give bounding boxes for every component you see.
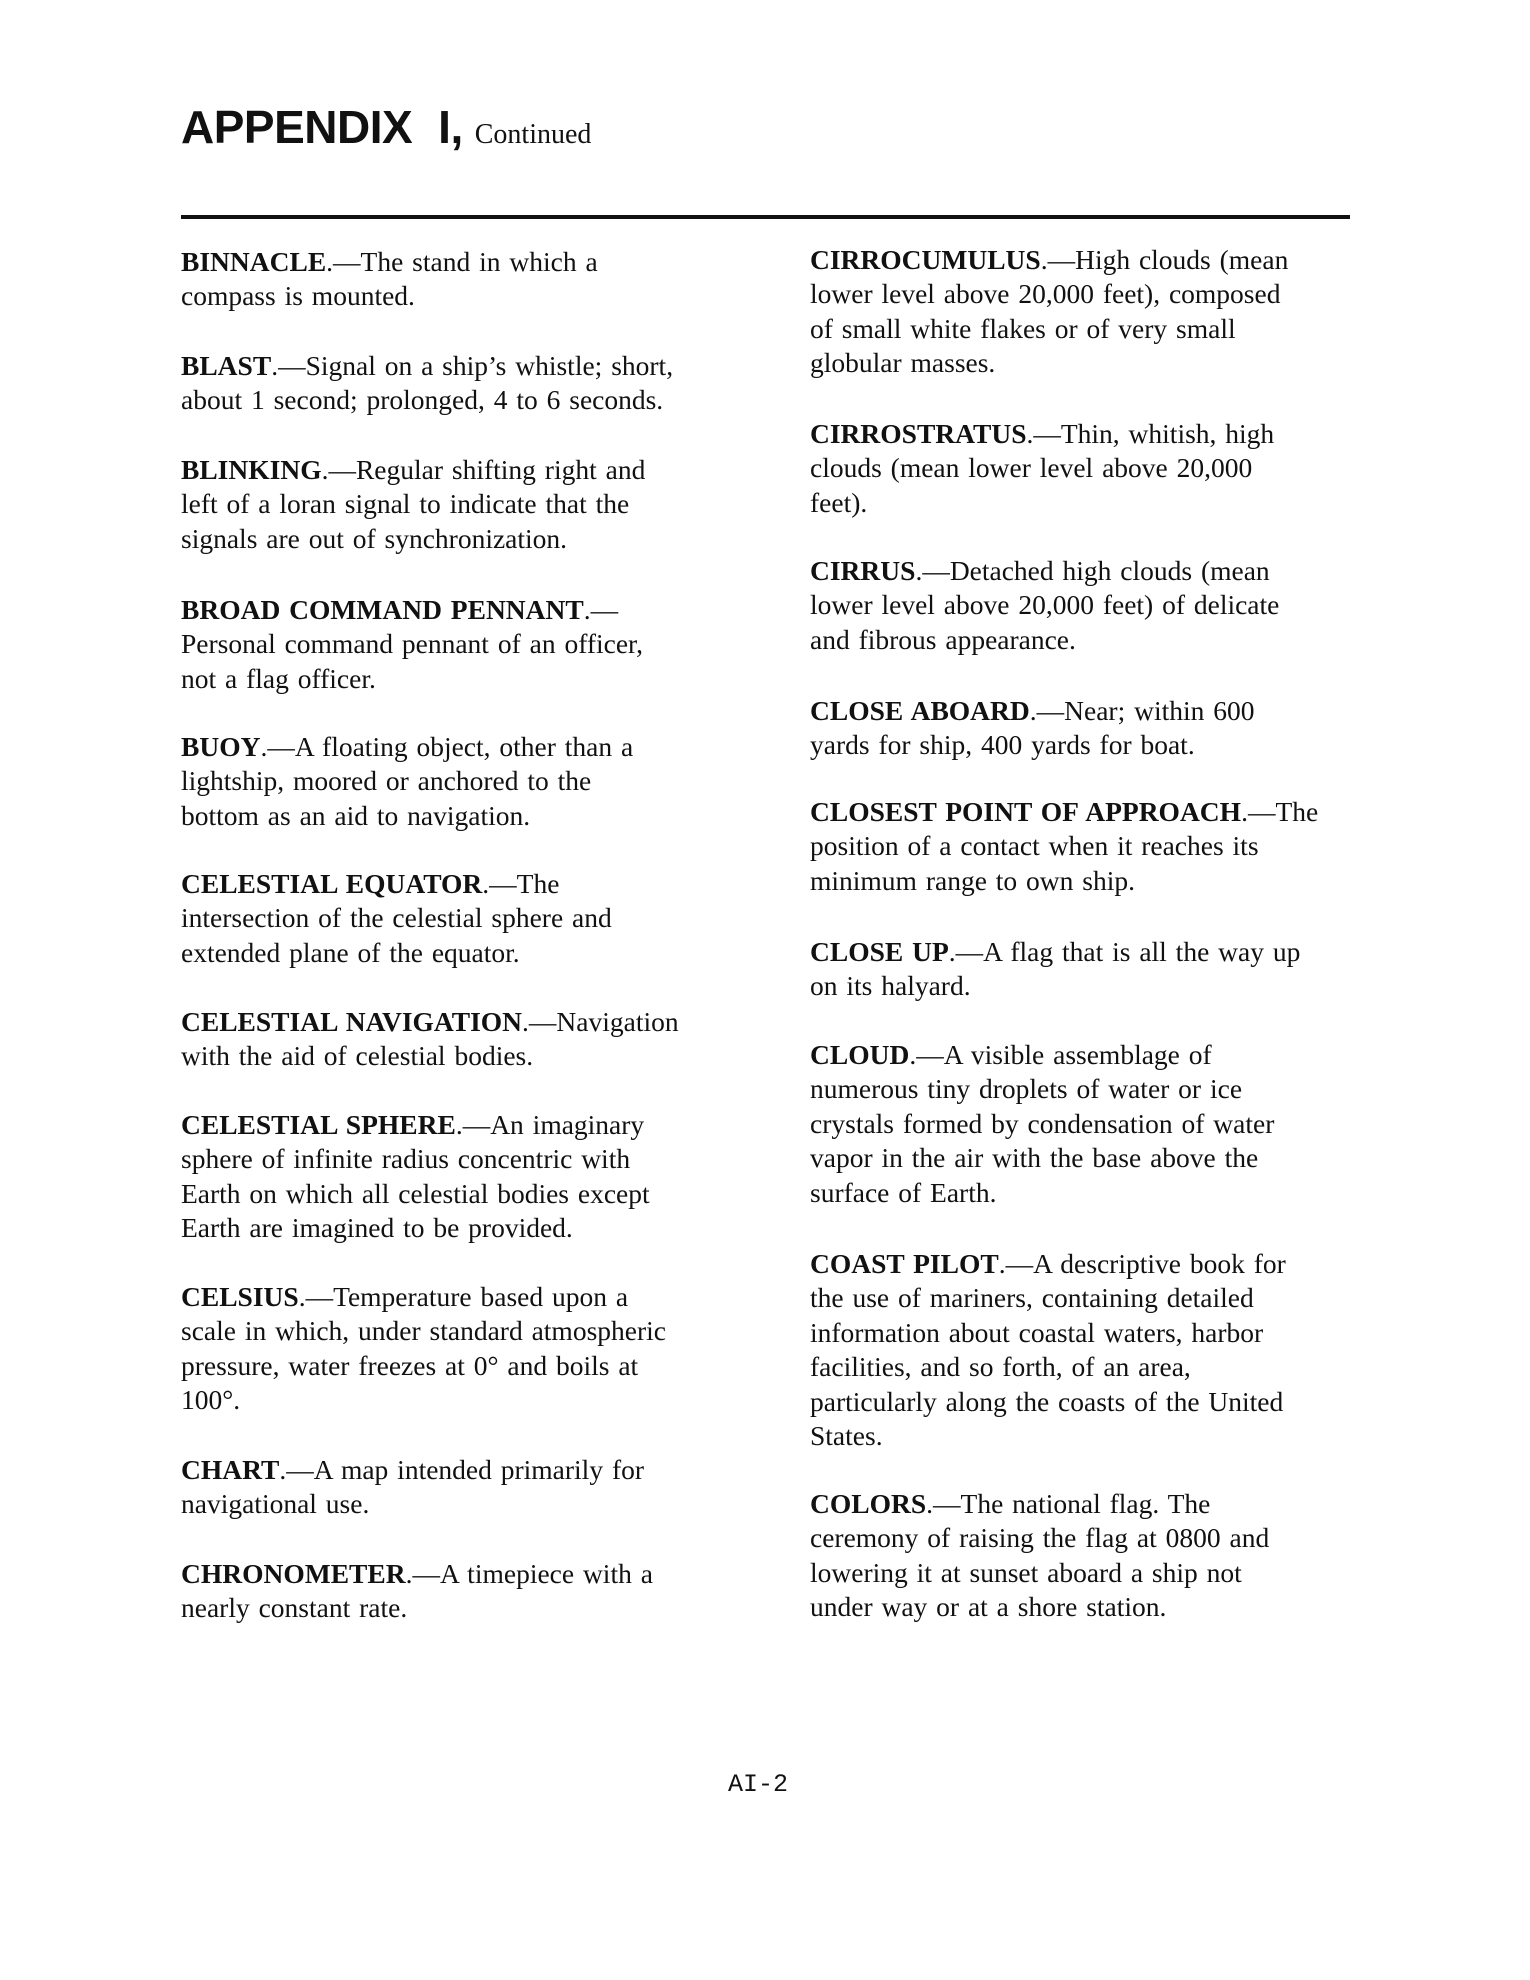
definition-text: ceremony of raising the flag at 0800 and — [810, 1522, 1270, 1554]
page-header — [181, 100, 591, 154]
definition-text: intersection of the celestial sphere and — [181, 902, 612, 934]
definition-text: lower level above 20,000 feet) of delicate — [810, 589, 1280, 621]
definition-text: .—High clouds (mean — [1040, 244, 1289, 275]
glossary-term: COAST PILOT — [810, 1248, 999, 1279]
glossary-term: CHRONOMETER — [181, 1558, 406, 1589]
definition-text: .—The — [1241, 796, 1319, 827]
glossary-entry — [810, 795, 1318, 898]
definition-line — [181, 1280, 666, 1314]
glossary-entry — [181, 1108, 650, 1246]
definition-line — [810, 1072, 1274, 1106]
definition-text: lower level above 20,000 feet), composed — [810, 278, 1281, 310]
definition-line — [810, 1487, 1269, 1521]
definition-text: Personal command pennant of an officer, — [181, 628, 643, 660]
definition-line — [810, 486, 1274, 520]
definition-text: .—A map intended primarily for — [279, 1454, 645, 1485]
definition-line — [810, 1556, 1269, 1590]
definition-line — [810, 312, 1288, 346]
definition-line — [181, 522, 645, 556]
glossary-entry — [181, 1557, 653, 1626]
definition-line — [181, 1108, 650, 1142]
definition-line — [181, 1314, 666, 1348]
definition-line — [181, 1557, 653, 1591]
definition-line — [181, 593, 643, 627]
definition-line — [181, 1142, 650, 1176]
definition-text: .—Temperature based upon a — [298, 1281, 629, 1312]
glossary-entry — [181, 1280, 666, 1418]
glossary-term: CIRRUS — [810, 555, 916, 586]
glossary-entry — [810, 554, 1279, 657]
definition-line — [810, 554, 1279, 588]
continued-label: Continued — [474, 119, 592, 150]
glossary-term: BUOY — [181, 731, 261, 762]
definition-text: pressure, water freezes at 0° and boils at — [181, 1349, 639, 1381]
definition-text: particularly along the coasts of the United — [810, 1385, 1284, 1417]
definition-text: bottom as an aid to navigation. — [181, 799, 531, 831]
glossary-entry — [181, 245, 598, 314]
glossary-term: CELSIUS — [181, 1281, 299, 1312]
definition-line — [810, 417, 1274, 451]
glossary-term: CELESTIAL EQUATOR — [181, 868, 483, 899]
definition-line — [181, 936, 612, 970]
definition-text: signals are out of synchronization. — [181, 522, 568, 554]
definition-line — [181, 764, 633, 798]
definition-line — [810, 1316, 1286, 1350]
definition-line — [810, 1141, 1274, 1175]
definition-line — [810, 1176, 1274, 1210]
glossary-term: CLOUD — [810, 1039, 910, 1070]
definition-text: numerous tiny droplets of water or ice — [810, 1073, 1243, 1105]
glossary-term: CELESTIAL NAVIGATION — [181, 1006, 523, 1037]
definition-line — [810, 1419, 1286, 1453]
definition-text: .—The stand in which a — [326, 246, 598, 277]
definition-text: .—Near; within 600 — [1029, 695, 1255, 726]
definition-line — [810, 1385, 1286, 1419]
definition-text: on its halyard. — [810, 970, 971, 1002]
glossary-entry — [810, 694, 1255, 763]
definition-text: .—Signal on a ship’s whistle; short, — [271, 350, 674, 381]
definition-line — [810, 728, 1255, 762]
definition-line — [810, 1247, 1286, 1281]
definition-line — [810, 935, 1300, 969]
definition-text: .—A descriptive book for — [998, 1248, 1286, 1279]
glossary-entry — [181, 349, 673, 418]
definition-line — [810, 346, 1288, 380]
definition-text: States. — [810, 1420, 883, 1452]
definition-line — [181, 383, 673, 417]
definition-line — [810, 277, 1288, 311]
glossary-entry — [181, 593, 643, 696]
definition-text: feet). — [810, 486, 868, 518]
glossary-term: CLOSE ABOARD — [810, 695, 1030, 726]
glossary-entry — [810, 1487, 1269, 1625]
definition-line — [810, 588, 1279, 622]
definition-line — [181, 279, 598, 313]
definition-line — [810, 1107, 1274, 1141]
glossary-term: BROAD COMMAND PENNANT — [181, 594, 584, 625]
definition-line — [810, 1281, 1286, 1315]
definition-text: and fibrous appearance. — [810, 623, 1076, 655]
definition-line — [181, 487, 645, 521]
definition-text: .—A floating object, other than a — [260, 731, 634, 762]
page-number: AI-2 — [728, 1770, 789, 1799]
definition-line — [181, 1383, 666, 1417]
definition-text: of small white flakes or of very small — [810, 312, 1236, 344]
glossary-entry — [810, 935, 1300, 1004]
definition-line — [810, 1350, 1286, 1384]
definition-text: facilities, and so forth, of an area, — [810, 1351, 1191, 1383]
definition-text: sphere of infinite radius concentric with — [181, 1143, 631, 1175]
definition-text: position of a contact when it reaches its — [810, 830, 1259, 862]
definition-text: navigational use. — [181, 1488, 370, 1520]
definition-line — [810, 969, 1300, 1003]
definition-text: not a flag officer. — [181, 662, 376, 694]
definition-text: .—Detached high clouds (mean — [915, 555, 1270, 586]
definition-text: 100°. — [181, 1384, 241, 1416]
definition-line — [810, 1590, 1269, 1624]
definition-line — [181, 799, 633, 833]
definition-line — [810, 694, 1255, 728]
definition-text: with the aid of celestial bodies. — [181, 1040, 534, 1072]
glossary-term: CHART — [181, 1454, 280, 1485]
glossary-term: CIRROSTRATUS — [810, 418, 1027, 449]
definition-text: .—Navigation — [522, 1006, 679, 1037]
definition-text: Earth on which all celestial bodies except — [181, 1177, 650, 1209]
definition-text: globular masses. — [810, 347, 996, 379]
definition-line — [181, 1039, 679, 1073]
definition-text: crystals formed by condensation of water — [810, 1107, 1275, 1139]
glossary-term: CLOSEST POINT OF APPROACH — [810, 796, 1242, 827]
definition-line — [181, 730, 633, 764]
glossary-term: BLINKING — [181, 454, 322, 485]
glossary-entry — [181, 730, 633, 833]
definition-text: .— — [583, 594, 619, 625]
definition-text: surface of Earth. — [810, 1176, 997, 1208]
definition-text: under way or at a shore station. — [810, 1591, 1167, 1623]
definition-text: extended plane of the equator. — [181, 936, 520, 968]
definition-line — [810, 1521, 1269, 1555]
definition-line — [181, 1349, 666, 1383]
definition-text: left of a loran signal to indicate that the — [181, 488, 630, 520]
definition-line — [810, 864, 1318, 898]
definition-text: .—A flag that is all the way up — [948, 936, 1301, 967]
definition-line — [181, 453, 645, 487]
glossary-entry — [181, 867, 612, 970]
definition-line — [181, 1453, 644, 1487]
glossary-entry — [181, 1005, 679, 1074]
appendix-numeral: I, — [438, 101, 463, 153]
glossary-entry — [810, 1038, 1274, 1210]
definition-text: yards for ship, 400 yards for boat. — [810, 729, 1195, 761]
definition-text: lowering it at sunset aboard a ship not — [810, 1556, 1242, 1588]
definition-text: compass is mounted. — [181, 280, 415, 312]
definition-text: .—An imaginary — [455, 1109, 645, 1140]
definition-text: .—A visible assemblage of — [909, 1039, 1212, 1070]
glossary-term: CLOSE UP — [810, 936, 949, 967]
glossary-term: BINNACLE — [181, 246, 327, 277]
definition-line — [181, 867, 612, 901]
definition-line — [181, 1487, 644, 1521]
definition-line — [181, 627, 643, 661]
definition-line — [181, 245, 598, 279]
definition-line — [810, 243, 1288, 277]
definition-text: the use of mariners, containing detailed — [810, 1282, 1254, 1314]
definition-text: nearly constant rate. — [181, 1592, 408, 1624]
glossary-term: COLORS — [810, 1488, 927, 1519]
definition-line — [181, 901, 612, 935]
definition-line — [810, 1038, 1274, 1072]
definition-text: about 1 second; prolonged, 4 to 6 seconds. — [181, 384, 664, 416]
glossary-term: CELESTIAL SPHERE — [181, 1109, 456, 1140]
glossary-entry — [810, 243, 1288, 381]
definition-line — [810, 829, 1318, 863]
definition-text: scale in which, under standard atmospheric — [181, 1315, 666, 1347]
definition-line — [181, 1211, 650, 1245]
definition-line — [810, 451, 1274, 485]
glossary-entry — [810, 1247, 1286, 1453]
definition-line — [810, 795, 1318, 829]
definition-text: Earth are imagined to be provided. — [181, 1212, 573, 1244]
glossary-entry — [181, 453, 645, 556]
definition-text: lightship, moored or anchored to the — [181, 765, 592, 797]
header-rule — [181, 215, 1350, 219]
definition-line — [810, 623, 1279, 657]
definition-line — [181, 1005, 679, 1039]
definition-text: minimum range to own ship. — [810, 864, 1135, 896]
definition-line — [181, 1591, 653, 1625]
glossary-term: CIRROCUMULUS — [810, 244, 1041, 275]
glossary-entry — [810, 417, 1274, 520]
appendix-title: APPENDIX — [181, 101, 413, 153]
glossary-entry — [181, 1453, 644, 1522]
definition-text: clouds (mean lower level above 20,000 — [810, 452, 1253, 484]
definition-text: .—A timepiece with a — [405, 1558, 653, 1589]
definition-line — [181, 662, 643, 696]
definition-text: .—The — [482, 868, 560, 899]
definition-text: .—Thin, whitish, high — [1026, 418, 1275, 449]
definition-line — [181, 1177, 650, 1211]
definition-text: information about coastal waters, harbor — [810, 1316, 1264, 1348]
glossary-term: BLAST — [181, 350, 272, 381]
definition-text: vapor in the air with the base above the — [810, 1142, 1259, 1174]
definition-line — [181, 349, 673, 383]
definition-text: .—Regular shifting right and — [321, 454, 646, 485]
definition-text: .—The national flag. The — [926, 1488, 1211, 1519]
